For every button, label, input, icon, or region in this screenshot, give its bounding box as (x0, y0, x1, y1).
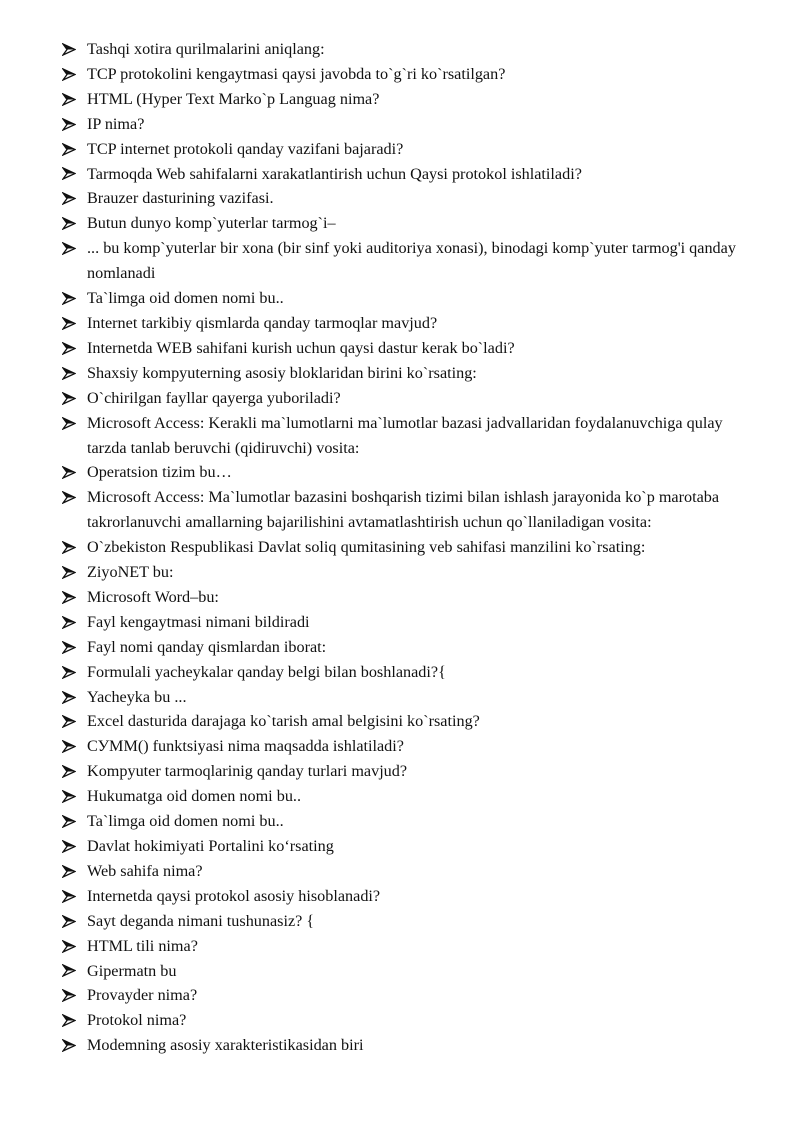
list-item (62, 959, 762, 984)
arrowhead-bullet-icon (62, 959, 78, 984)
list-item (62, 660, 762, 685)
question-text: Web sahifa nima? (87, 861, 203, 880)
question-text: Sayt deganda nimani tushunasiz? { (87, 911, 315, 930)
question-text: Kompyuter tarmoqlarinig qanday turlari mavjud? (87, 762, 408, 781)
question-text: IP nima? (87, 114, 145, 133)
list-item (62, 709, 762, 734)
question-text: Provayder nima? (87, 986, 198, 1005)
arrowhead-bullet-icon (62, 386, 78, 411)
arrowhead-bullet-icon (62, 211, 78, 236)
question-text: Protokol nima? (87, 1011, 187, 1030)
question-text: Ta`limga oid domen nomi bu.. (87, 289, 284, 308)
list-item (62, 859, 762, 884)
list-item (62, 610, 762, 635)
list-item (62, 37, 762, 62)
arrowhead-bullet-icon (62, 585, 78, 610)
list-item (62, 934, 762, 959)
list-item (62, 211, 762, 236)
question-text: Tarmoqda Web sahifalarni xarakatlantirish uchun Qaysi protokol ishlatiladi? (87, 164, 582, 183)
question-text: Microsoft Access: Kerakli ma`lumotlarni ma`lumotlar bazasi jadvallaridan foydalanuvchiga qulay tarzda tanlab beruvchi (qidiruvchi) vosita: (87, 413, 723, 457)
question-text: Ta`limga oid domen nomi bu.. (87, 812, 284, 831)
question-text: СУММ() funktsiyasi nima maqsadda ishlatiladi? (87, 737, 404, 756)
arrowhead-bullet-icon (62, 286, 78, 311)
arrowhead-bullet-icon (62, 759, 78, 784)
list-item (62, 535, 762, 560)
arrowhead-bullet-icon (62, 411, 78, 436)
question-text: Shaxsiy kompyuterning asosiy bloklaridan birini ko`rsating: (87, 363, 477, 382)
question-text: Microsoft Word–bu: (87, 587, 219, 606)
arrowhead-bullet-icon (62, 834, 78, 859)
list-item (62, 286, 762, 311)
list-item (62, 361, 762, 386)
list-item (62, 909, 762, 934)
question-text: Microsoft Access: Ma`lumotlar bazasini boshqarish tizimi bilan ishlash jarayonida ko`p marotaba takrorlanuvchi amallarning bajarilishini avtamatlashtirish uchun qo`llaniladigan vosita: (87, 488, 720, 532)
question-text: Brauzer dasturining vazifasi. (87, 189, 274, 208)
question-text: Butun dunyo komp`yuterlar tarmog`i– (87, 214, 336, 233)
list-item (62, 1008, 762, 1033)
question-text: HTML tili nima? (87, 936, 198, 955)
arrowhead-bullet-icon (62, 460, 78, 485)
arrowhead-bullet-icon (62, 660, 78, 685)
arrowhead-bullet-icon (62, 809, 78, 834)
arrowhead-bullet-icon (62, 336, 78, 361)
list-item (62, 560, 762, 585)
question-text: Fayl kengaytmasi nimani bildiradi (87, 612, 310, 631)
list-item (62, 411, 762, 461)
arrowhead-bullet-icon (62, 685, 78, 710)
arrowhead-bullet-icon (62, 186, 78, 211)
question-text: TCP internet protokoli qanday vazifani bajaradi? (87, 139, 404, 158)
arrowhead-bullet-icon (62, 62, 78, 87)
list-item (62, 1033, 762, 1058)
list-item (62, 635, 762, 660)
question-list (62, 37, 762, 1058)
list-item (62, 585, 762, 610)
arrowhead-bullet-icon (62, 535, 78, 560)
list-item (62, 162, 762, 187)
arrowhead-bullet-icon (62, 635, 78, 660)
arrowhead-bullet-icon (62, 87, 78, 112)
arrowhead-bullet-icon (62, 784, 78, 809)
question-text: Gipermatn bu (87, 961, 177, 980)
arrowhead-bullet-icon (62, 485, 78, 510)
list-item (62, 784, 762, 809)
arrowhead-bullet-icon (62, 709, 78, 734)
question-text: Excel dasturida darajaga ko`tarish amal belgisini ko`rsating? (87, 712, 480, 731)
arrowhead-bullet-icon (62, 112, 78, 137)
arrowhead-bullet-icon (62, 934, 78, 959)
question-text: Internetda qaysi protokol asosiy hisoblanadi? (87, 886, 381, 905)
arrowhead-bullet-icon (62, 162, 78, 187)
arrowhead-bullet-icon (62, 361, 78, 386)
list-item (62, 386, 762, 411)
list-item (62, 460, 762, 485)
question-text: TCP protokolini kengaytmasi qaysi javobda to`g`ri ko`rsatilgan? (87, 64, 506, 83)
list-item (62, 685, 762, 710)
list-item (62, 87, 762, 112)
question-text: Yacheyka bu ... (87, 687, 187, 706)
list-item (62, 983, 762, 1008)
question-text: O`chirilgan fayllar qayerga yuboriladi? (87, 388, 341, 407)
list-item (62, 236, 762, 286)
arrowhead-bullet-icon (62, 137, 78, 162)
question-text: Fayl nomi qanday qismlardan iborat: (87, 637, 327, 656)
question-text: Modemning asosiy xarakteristikasidan biri (87, 1036, 364, 1055)
question-text: Tashqi xotira qurilmalarini aniqlang: (87, 40, 325, 58)
question-text: Operatsion tizim bu… (87, 463, 232, 482)
question-text: Formulali yacheykalar qanday belgi bilan boshlanadi?{ (87, 662, 446, 681)
list-item (62, 834, 762, 859)
list-item (62, 884, 762, 909)
question-text: ZiyoNET bu: (87, 563, 174, 582)
list-item (62, 734, 762, 759)
arrowhead-bullet-icon (62, 859, 78, 884)
arrowhead-bullet-icon (62, 983, 78, 1008)
question-text: Internetda WEB sahifani kurish uchun qaysi dastur kerak bo`ladi? (87, 338, 515, 357)
list-item (62, 112, 762, 137)
arrowhead-bullet-icon (62, 1008, 78, 1033)
arrowhead-bullet-icon (62, 909, 78, 934)
question-text: Internet tarkibiy qismlarda qanday tarmoqlar mavjud? (87, 313, 438, 332)
arrowhead-bullet-icon (62, 734, 78, 759)
arrowhead-bullet-icon (62, 560, 78, 585)
list-item (62, 485, 762, 535)
list-item (62, 336, 762, 361)
list-item (62, 759, 762, 784)
question-text: Davlat hokimiyati Portalini koʻrsating (87, 837, 334, 855)
question-text: HTML (Hyper Text Marko`p Languag nima? (87, 89, 380, 108)
arrowhead-bullet-icon (62, 610, 78, 635)
arrowhead-bullet-icon (62, 884, 78, 909)
list-item (62, 137, 762, 162)
arrowhead-bullet-icon (62, 37, 78, 62)
question-text: Hukumatga oid domen nomi bu.. (87, 787, 302, 806)
question-text: ... bu komp`yuterlar bir xona (bir sinf yoki auditoriya xonasi), binodagi komp`yuter tarmog'i qanday nomlanadi (87, 239, 736, 283)
question-text: O`zbekiston Respublikasi Davlat soliq qumitasining veb sahifasi manzilini ko`rsating: (87, 538, 646, 557)
list-item (62, 186, 762, 211)
arrowhead-bullet-icon (62, 236, 78, 261)
arrowhead-bullet-icon (62, 311, 78, 336)
list-item (62, 311, 762, 336)
arrowhead-bullet-icon (62, 1033, 78, 1058)
list-item (62, 62, 762, 87)
list-item (62, 809, 762, 834)
